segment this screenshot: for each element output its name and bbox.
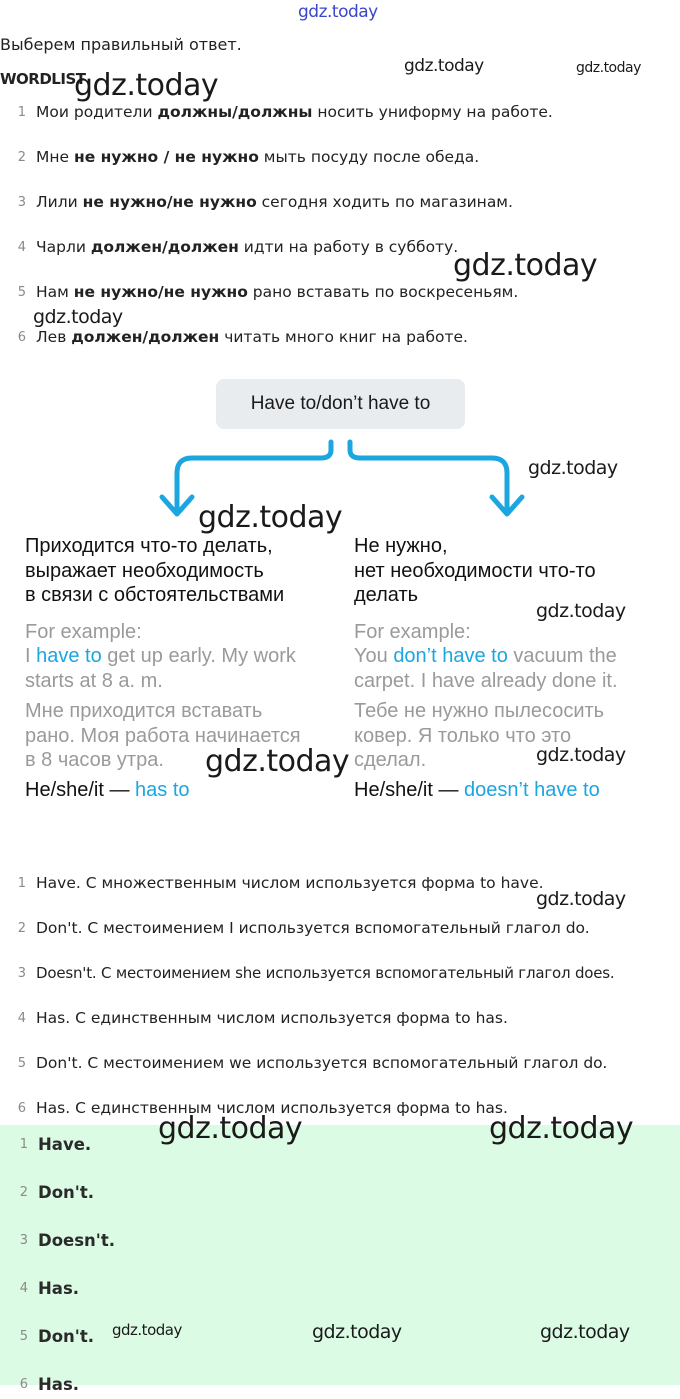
left-example: For example: I have to get up early. My work starts at 8 a. m. (25, 620, 296, 692)
watermark: gdz.today (536, 888, 626, 910)
item-text: Has. (38, 1278, 80, 1298)
item-number: 3 (19, 1232, 28, 1248)
list-item (0, 1177, 94, 1207)
right-example: For example: You don’t have to vacuum the carpet. I have already done it. (354, 620, 618, 692)
watermark: gdz.today (112, 1321, 182, 1339)
item-number: 2 (19, 1184, 28, 1200)
watermark: gdz.today (576, 60, 641, 76)
watermark: gdz.today (528, 457, 618, 479)
item-text: Have. (38, 1134, 92, 1154)
item-number: 6 (17, 329, 26, 345)
item-text: Don't. (38, 1326, 94, 1346)
item-text: Чарли должен/должен идти на работу в субботу. (36, 238, 459, 256)
item-text: Has. С единственным числом используется форма to has. (36, 1099, 508, 1117)
item-text: Doesn't. (38, 1230, 115, 1250)
right-column (354, 534, 674, 802)
watermark: gdz.today (74, 68, 219, 103)
site-logo[interactable]: gdz.today (298, 2, 378, 22)
list-item (0, 1048, 607, 1078)
list-item (0, 1129, 91, 1159)
item-number: 6 (19, 1376, 28, 1392)
item-text: Нам не нужно/не нужно рано вставать по воскресеньям. (36, 283, 519, 301)
item-number: 2 (17, 920, 26, 936)
item-text: Мне не нужно / не нужно мыть посуду после обеда. (36, 148, 480, 166)
list-item (0, 958, 615, 988)
left-translation: Мне приходится вставать рано. Моя работа начинается в 8 часов утра. (25, 700, 301, 771)
right-form: He/she/it — doesn’t have to (354, 778, 600, 801)
left-heading: Приходится что-то делать, выражает необходимость в связи с обстоятельствами (25, 535, 285, 606)
item-text: Has. (38, 1374, 80, 1394)
item-text: Doesn't. С местоимением she используется вспомогательный глагол does. (36, 964, 615, 982)
left-form: He/she/it — has to (25, 778, 190, 801)
list-item (0, 1369, 79, 1399)
right-heading: Не нужно, нет необходимости что-то делать (354, 535, 596, 606)
watermark: gdz.today (404, 56, 484, 76)
diagram-title: Have to/don’t have to (216, 379, 465, 429)
item-text: Don't. С местоимением I используется вспомогательный глагол do. (36, 919, 590, 937)
list-item (0, 1321, 94, 1351)
answer-panel (0, 1125, 680, 1394)
item-number: 4 (17, 239, 26, 255)
item-number: 3 (17, 965, 26, 981)
watermark: gdz.today (540, 1321, 630, 1343)
intro-text: Выберем правильный ответ. (0, 35, 242, 54)
list-item (0, 868, 544, 898)
item-number: 6 (17, 1100, 26, 1116)
watermark: gdz.today (198, 500, 343, 535)
item-number: 1 (19, 1136, 28, 1152)
right-arrow (350, 442, 507, 512)
watermark: gdz.today (205, 744, 350, 779)
item-number: 1 (17, 875, 26, 891)
item-text: Have. С множественным числом используется форма to have. (36, 874, 544, 892)
item-number: 4 (19, 1280, 28, 1296)
item-number: 2 (17, 149, 26, 165)
item-number: 4 (17, 1010, 26, 1026)
item-text: Мои родители должны/должны носить униформу на работе. (36, 103, 553, 121)
item-text: Has. С единственным числом используется форма to has. (36, 1009, 508, 1027)
item-text: Лили не нужно/не нужно сегодня ходить по магазинам. (36, 193, 513, 211)
wordlist-label[interactable]: WORDLIST (0, 70, 86, 88)
list-item (0, 913, 590, 943)
watermark: gdz.today (312, 1321, 402, 1343)
watermark: gdz.today (536, 744, 626, 766)
item-number: 1 (17, 104, 26, 120)
item-text: Don't. С местоимением we используется вспомогательный глагол do. (36, 1054, 608, 1072)
right-translation: Тебе не нужно пылесосить ковер. Я только что это сделал. (354, 700, 605, 771)
list-item (0, 1003, 508, 1033)
watermark: gdz.today (33, 306, 123, 328)
item-text: Лев должен/должен читать много книг на работе. (36, 328, 468, 346)
item-number: 5 (19, 1328, 28, 1344)
watermark: gdz.today (453, 248, 598, 283)
item-text: Don't. (38, 1182, 94, 1202)
watermark: gdz.today (158, 1111, 303, 1146)
list-item (0, 1225, 115, 1255)
item-number: 3 (17, 194, 26, 210)
list-item (0, 1273, 79, 1303)
watermark: gdz.today (536, 600, 626, 622)
item-number: 5 (17, 1055, 26, 1071)
watermark: gdz.today (489, 1111, 634, 1146)
item-number: 5 (17, 284, 26, 300)
